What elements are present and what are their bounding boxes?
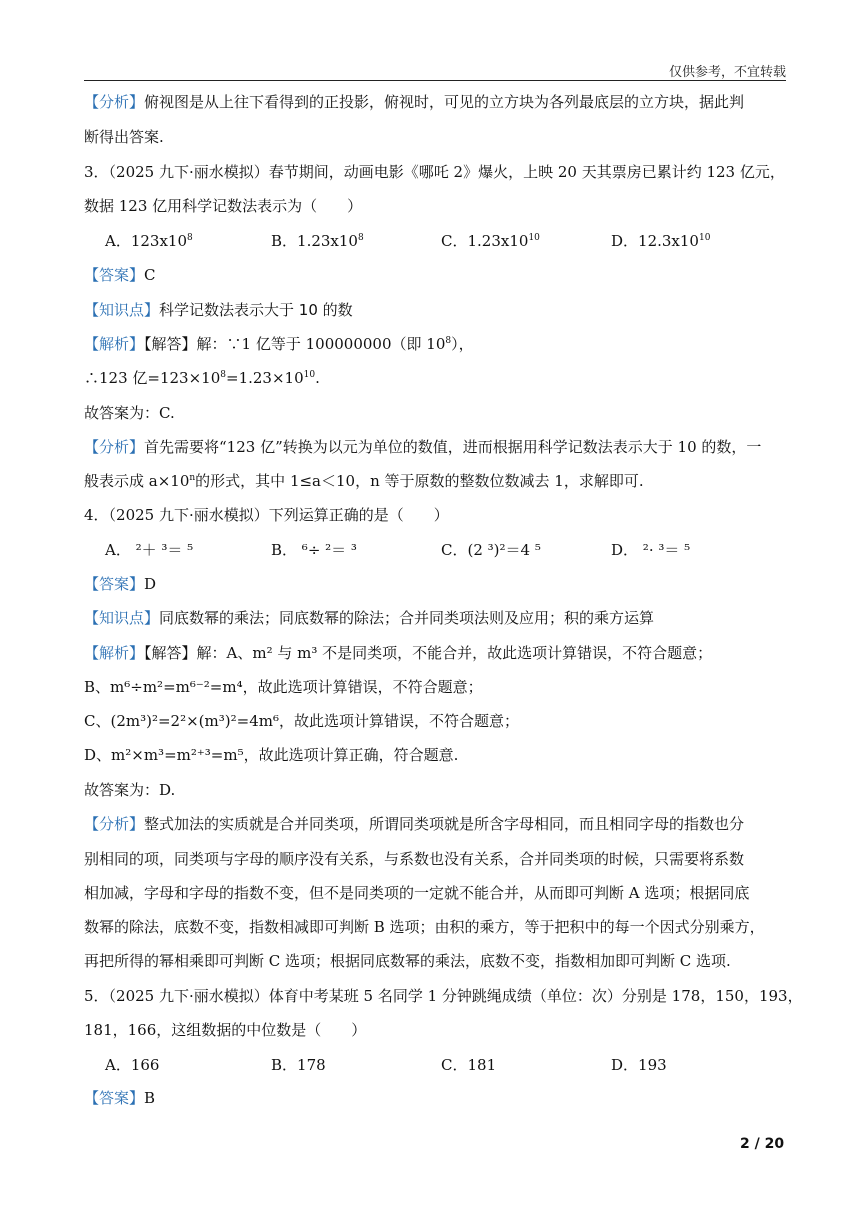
answer-value: C xyxy=(144,266,156,284)
solution-text: ）， xyxy=(451,335,474,353)
answer-value: D xyxy=(144,575,157,593)
question-3-options xyxy=(105,230,785,250)
analysis-text: 断得出答案. xyxy=(84,128,164,146)
solution-subtag: 【解答】 xyxy=(144,644,197,662)
question-5-stem xyxy=(84,1020,794,1040)
knowledge-text: 科学记数法表示大于 10 的数 xyxy=(159,301,353,319)
analysis-text: 般表示成 a×10 xyxy=(84,472,190,490)
option-label: D． xyxy=(611,541,639,559)
analysis-text: 俯视图是从上往下看得到的正投影，俯视时，可见的立方块为各列最底层的立方块，据此判 xyxy=(144,93,745,111)
question-3-solution xyxy=(84,368,794,388)
knowledge-tag: 【知识点】 xyxy=(84,301,160,319)
answer-tag: 【答案】 xyxy=(84,575,145,593)
analysis-tag: 【分析】 xyxy=(84,438,145,456)
solution-text: D、m²×m³=m²⁺³=m⁵，故此选项计算正确，符合题意. xyxy=(84,746,459,764)
option-text: 178 xyxy=(297,1056,326,1074)
option-c xyxy=(441,539,541,560)
answer-value: B xyxy=(144,1089,156,1107)
analysis-line xyxy=(84,92,794,112)
answer-tag: 【答案】 xyxy=(84,266,145,284)
analysis-exponent: n xyxy=(189,473,196,483)
stem-text: 4．（2025 九下·丽水模拟）下列运算正确的是（ ） xyxy=(84,506,449,524)
solution-text: 故答案为：D. xyxy=(84,781,176,799)
analysis-text: 别相同的项，同类项与字母的顺序没有关系，与系数也没有关系，合并同类项的时候，只需要将系数 xyxy=(84,850,745,868)
option-text: 166 xyxy=(130,1056,160,1074)
question-4-analysis xyxy=(84,849,794,869)
option-exponent: 8 xyxy=(357,233,364,243)
question-4-solution xyxy=(84,780,794,800)
option-label: A． xyxy=(105,541,131,559)
option-text: 123x10 xyxy=(130,232,188,250)
option-d xyxy=(611,1054,667,1075)
question-4-analysis xyxy=(84,917,794,937)
option-text: ⁶÷ ²＝ ³ xyxy=(297,541,357,559)
solution-text: 故答案为：C. xyxy=(84,404,175,422)
solution-tag: 【解析】 xyxy=(84,335,145,353)
question-5-stem xyxy=(84,986,803,1006)
analysis-tag: 【分析】 xyxy=(84,815,145,833)
option-b xyxy=(271,1054,326,1075)
question-4-answer xyxy=(84,574,794,594)
option-a xyxy=(105,1054,159,1075)
knowledge-tag: 【知识点】 xyxy=(84,609,160,627)
option-label: C． xyxy=(441,541,468,559)
question-5-answer xyxy=(84,1088,794,1108)
stem-text: 数据 123 亿用科学记数法表示为（ ） xyxy=(84,197,363,215)
option-text: 1.23x10 xyxy=(297,232,358,250)
option-label: D． xyxy=(611,232,639,250)
analysis-text: 再把所得的幂相乘即可判断 C 选项；根据同底数幂的乘法，底数不变，指数相加即可判断 C 选项. xyxy=(84,952,731,970)
question-4-analysis xyxy=(84,814,794,834)
question-3-solution xyxy=(84,403,794,423)
analysis-text: 数幂的除法，底数不变，指数相减即可判断 B 选项；由积的乘方，等于把积中的每一个因式分别乘方， xyxy=(84,918,765,936)
solution-subtag: 【解答】 xyxy=(144,335,197,353)
question-4-analysis xyxy=(84,951,794,971)
question-3-analysis xyxy=(84,437,794,457)
question-3-knowledge xyxy=(84,300,794,320)
analysis-text: 首先需要将“123 亿”转换为以元为单位的数值，进而根据用科学记数法表示大于 10 的数，一 xyxy=(144,438,762,456)
option-text: (2 ³)²＝4 ⁵ xyxy=(467,541,541,559)
stem-text: 5．（2025 九下·丽水模拟）体育中考某班 5 名同学 1 分钟跳绳成绩（单位：次）分别是 178，150，193， xyxy=(84,987,803,1005)
option-exponent: 8 xyxy=(187,233,193,243)
option-text: ²· ³＝ ⁵ xyxy=(638,541,691,559)
solution-text: C、(2m³)²=2²×(m³)²=4m⁶，故此选项计算错误，不符合题意； xyxy=(84,712,519,730)
knowledge-text: 同底数幂的乘法；同底数幂的除法；合并同类项法则及应用；积的乘方运算 xyxy=(159,609,655,627)
solution-tag: 【解析】 xyxy=(84,644,145,662)
answer-tag: 【答案】 xyxy=(84,1089,145,1107)
option-b xyxy=(271,230,364,251)
question-3-stem xyxy=(84,162,794,182)
option-label: D． xyxy=(611,1056,639,1074)
option-text: 193 xyxy=(638,1056,667,1074)
question-4-options xyxy=(105,539,785,559)
analysis-line xyxy=(84,127,794,147)
option-exponent: 10 xyxy=(698,233,711,243)
solution-exponent: 8 xyxy=(220,370,226,380)
option-a xyxy=(105,230,193,251)
solution-text: 解：A、m² 与 m³ 不是同类项，不能合并，故此选项计算错误，不符合题意； xyxy=(196,644,713,662)
stem-text: 181，166，这组数据的中位数是（ ） xyxy=(84,1021,367,1039)
option-d xyxy=(611,539,690,560)
question-5-options xyxy=(105,1054,785,1074)
option-text: 181 xyxy=(467,1056,497,1074)
option-a xyxy=(105,539,193,560)
option-label: A． xyxy=(105,1056,131,1074)
option-exponent: 10 xyxy=(528,233,540,243)
solution-text: =1.23×10 xyxy=(226,369,304,387)
solution-text: . xyxy=(315,369,320,387)
option-c xyxy=(441,230,540,251)
option-b xyxy=(271,539,357,560)
stem-text: 3．（2025 九下·丽水模拟）春节期间，动画电影《哪吒 2》爆火，上映 20 天其票房已累计约 123 亿元， xyxy=(84,163,785,181)
analysis-text: 整式加法的实质就是合并同类项，所谓同类项就是所含字母相同，而且相同字母的指数也分 xyxy=(144,815,745,833)
question-4-solution xyxy=(84,643,794,663)
option-label: C． xyxy=(441,232,468,250)
option-label: B． xyxy=(271,1056,298,1074)
option-d xyxy=(611,230,710,251)
page-header xyxy=(84,60,786,81)
question-3-stem xyxy=(84,196,794,216)
analysis-text: 相加减，字母和字母的指数不变，但不是同类项的一定就不能合并，从而即可判断 A 选项；根据同底 xyxy=(84,884,750,902)
question-4-solution xyxy=(84,711,794,731)
question-4-analysis xyxy=(84,883,794,903)
solution-exponent: 10 xyxy=(303,370,316,380)
question-3-answer xyxy=(84,265,794,285)
header-note: 仅供参考，不宜转载 xyxy=(668,65,786,80)
option-c xyxy=(441,1054,496,1075)
question-4-solution xyxy=(84,677,794,697)
analysis-tag: 【分析】 xyxy=(84,93,145,111)
solution-text: ∴123 亿=123×10 xyxy=(84,369,221,387)
option-label: B． xyxy=(271,232,298,250)
option-label: A． xyxy=(105,232,131,250)
option-label: B． xyxy=(271,541,298,559)
question-4-stem xyxy=(84,505,794,525)
option-text: 1.23x10 xyxy=(467,232,529,250)
question-3-analysis xyxy=(84,471,794,491)
option-text: ²＋ ³＝ ⁵ xyxy=(130,541,194,559)
solution-exponent: 8 xyxy=(445,336,452,346)
option-text: 12.3x10 xyxy=(638,232,699,250)
analysis-text: 的形式，其中 1≤a＜10，n 等于原数的整数位数减去 1，求解即可. xyxy=(195,472,644,490)
page-number: 2 / 20 xyxy=(740,1136,785,1152)
solution-text: B、m⁶÷m²=m⁶⁻²=m⁴，故此选项计算错误，不符合题意； xyxy=(84,678,483,696)
option-label: C． xyxy=(441,1056,468,1074)
question-4-solution xyxy=(84,745,794,765)
question-3-solution xyxy=(84,334,794,354)
solution-text: 解：∵1 亿等于 100000000（即 10 xyxy=(196,335,446,353)
question-4-knowledge xyxy=(84,608,794,628)
